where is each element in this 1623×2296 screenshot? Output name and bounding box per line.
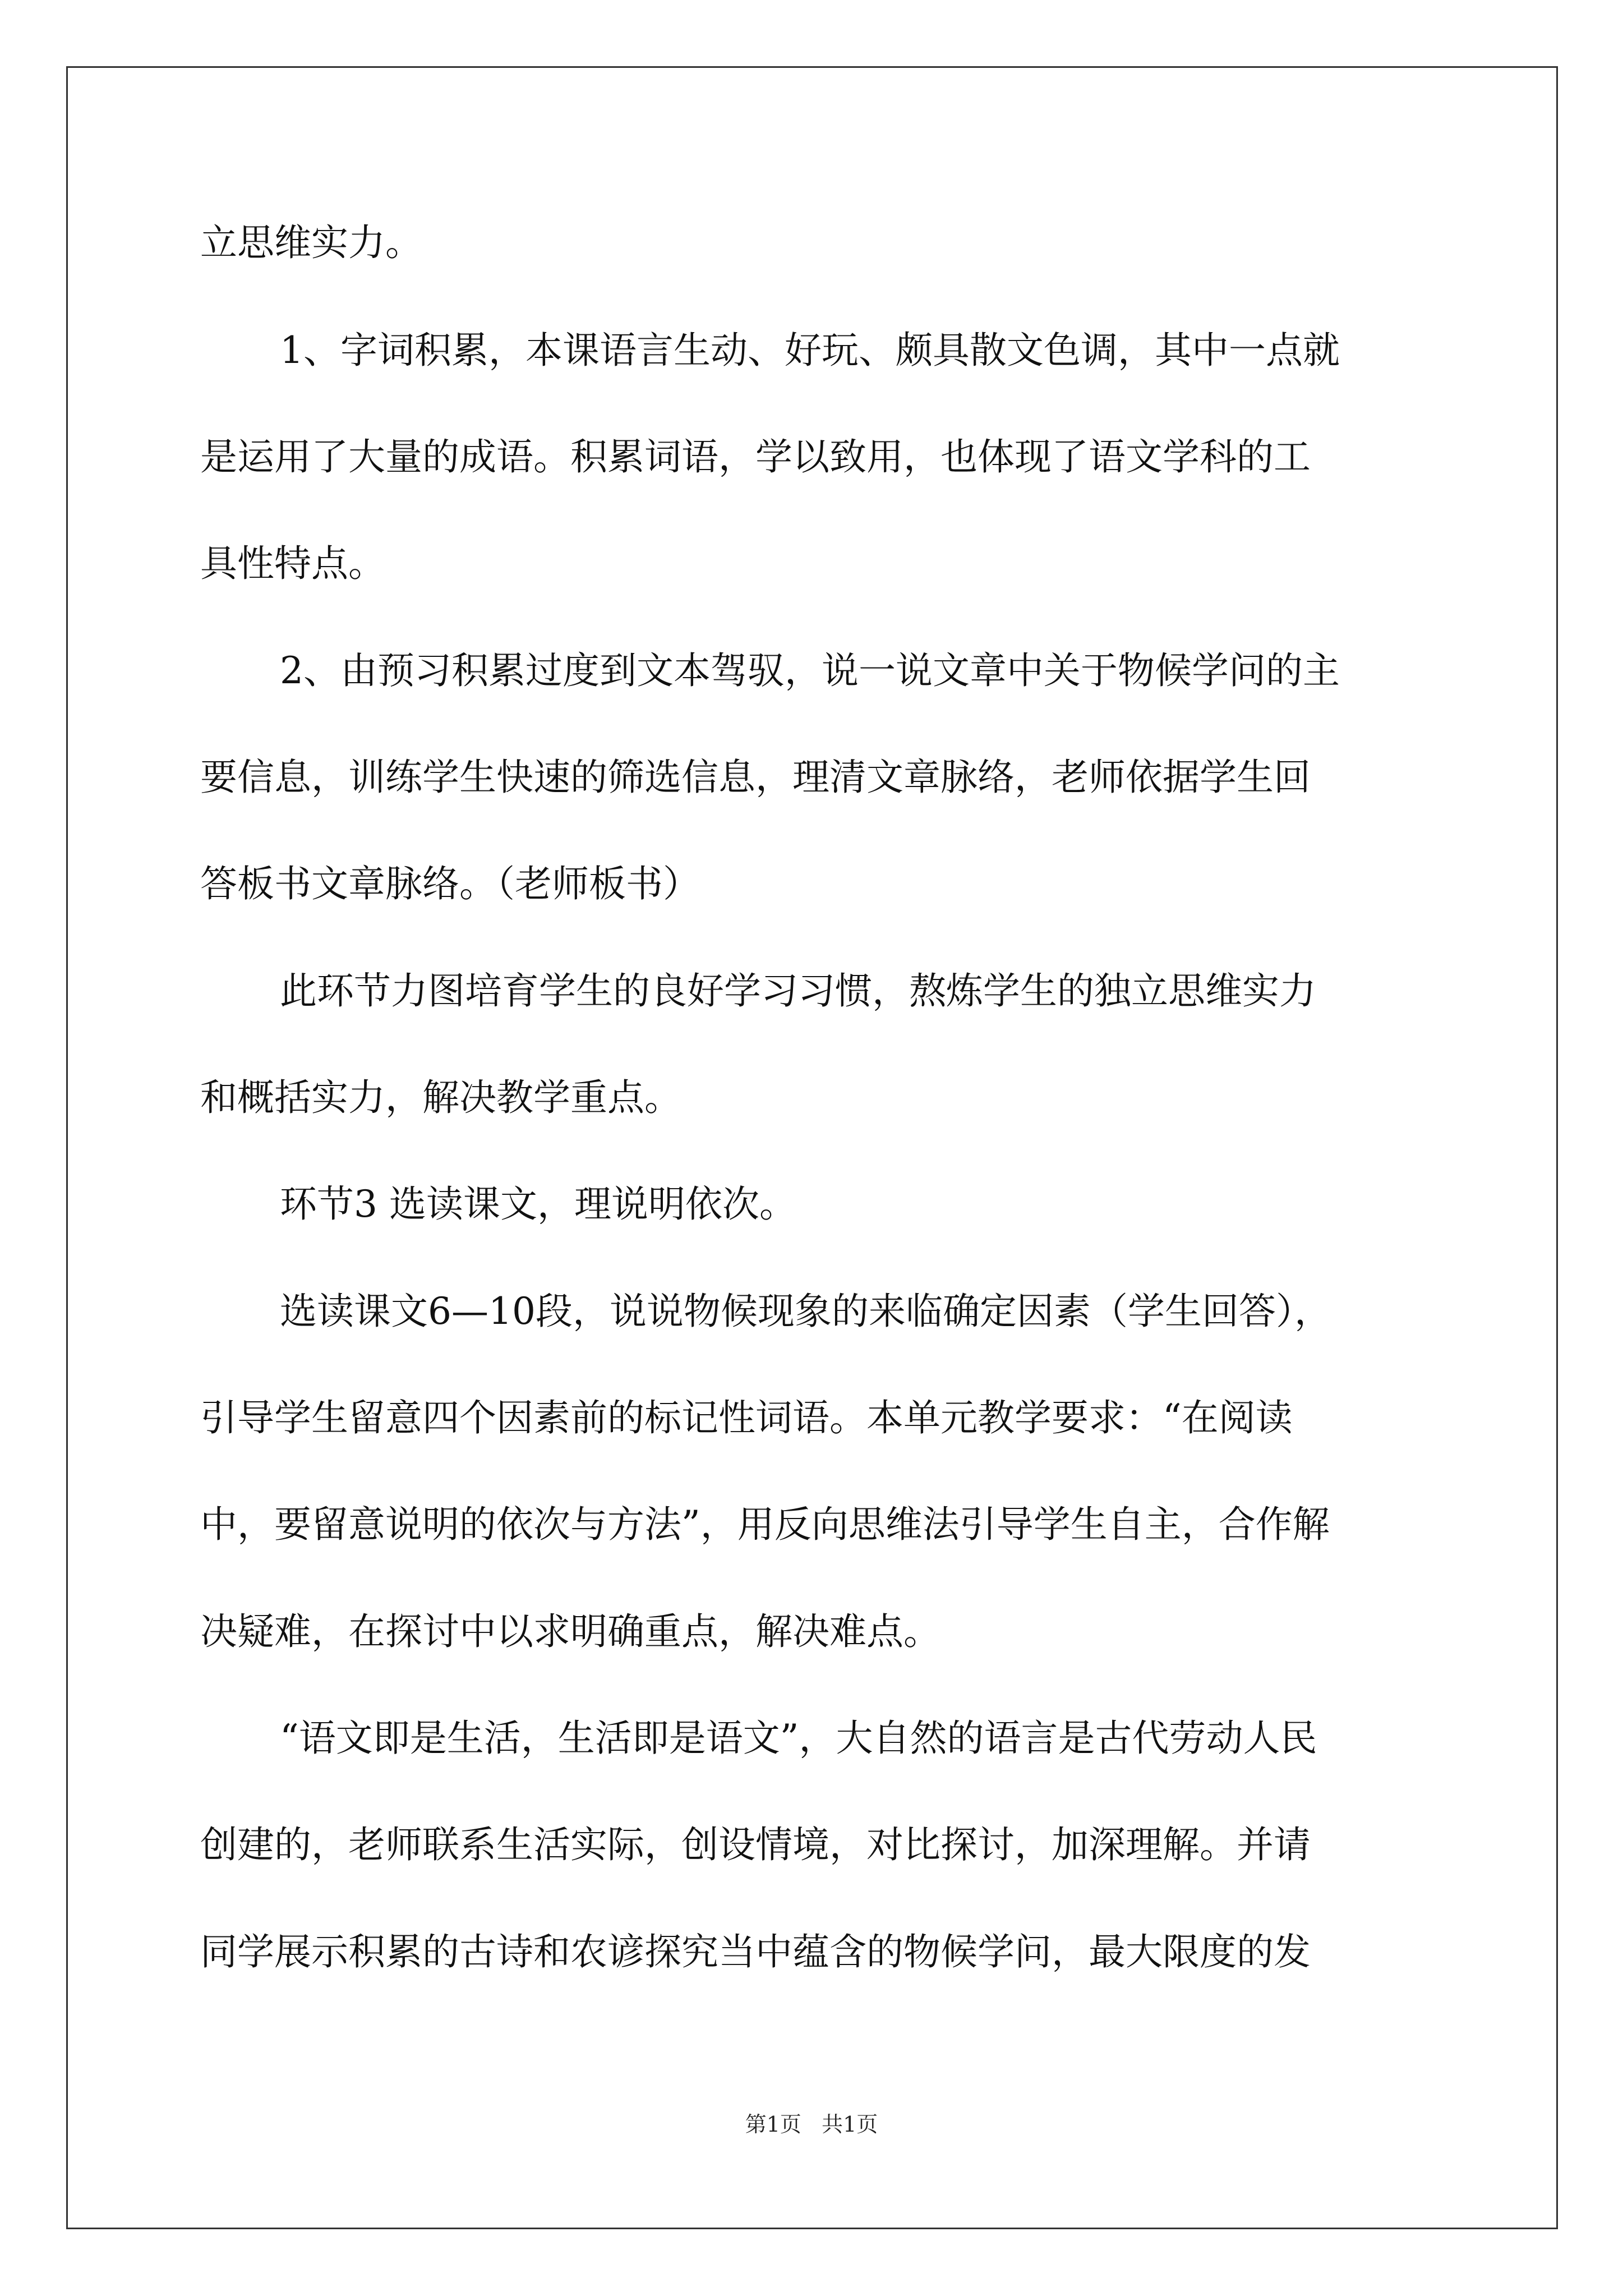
paragraph-line: 创建的，老师联系生活实际，创设情境，对比探讨，加深理解。并请 — [200, 1823, 1311, 1866]
paragraph-line: 选读课文6—10段，说说物候现象的来临确定因素（学生回答）， — [280, 1290, 1331, 1333]
paragraph-line: 是运用了大量的成语。积累词语，学以致用，也体现了语文学科的工 — [200, 435, 1311, 478]
paragraph-line: 引导学生留意四个因素前的标记性词语。本单元教学要求：“在阅读 — [200, 1396, 1293, 1439]
paragraph-line: 和概括实力，解决教学重点。 — [200, 1076, 681, 1119]
paragraph-line: 环节3 选读课文，理说明依次。 — [280, 1182, 796, 1226]
paragraph-line: 此环节力图培育学生的良好学习习惯，熬炼学生的独立思维实力 — [280, 969, 1316, 1013]
page-border — [66, 66, 1558, 2229]
paragraph-line: 1、字词积累，本课语言生动、好玩、颇具散文色调，其中一点就 — [280, 329, 1340, 372]
paragraph-line: “语文即是生活，生活即是语文”，大自然的语言是古代劳动人民 — [280, 1717, 1317, 1760]
paragraph-line: 要信息，训练学生快速的筛选信息，理清文章脉络，老师依据学生回 — [200, 756, 1311, 799]
paragraph-line: 同学展示积累的古诗和农谚探究当中蕴含的物候学问，最大限度的发 — [200, 1930, 1311, 1973]
paragraph-line: 答板书文章脉络。（老师板书） — [200, 862, 700, 905]
paragraph-line: 具性特点。 — [200, 542, 385, 585]
page-total: 共1页 — [822, 2112, 878, 2137]
paragraph-line: 立思维实力。 — [200, 221, 422, 264]
paragraph-line: 决疑难，在探讨中以求明确重点，解决难点。 — [200, 1610, 940, 1653]
paragraph-line: 中，要留意说明的依次与方法”，用反向思维法引导学生自主，合作解 — [200, 1503, 1330, 1546]
paragraph-line: 2、由预习积累过度到文本驾驭，说一说文章中关于物候学问的主 — [280, 649, 1340, 692]
page-footer — [0, 2110, 1623, 2138]
page-number: 第1页 — [745, 2112, 801, 2137]
